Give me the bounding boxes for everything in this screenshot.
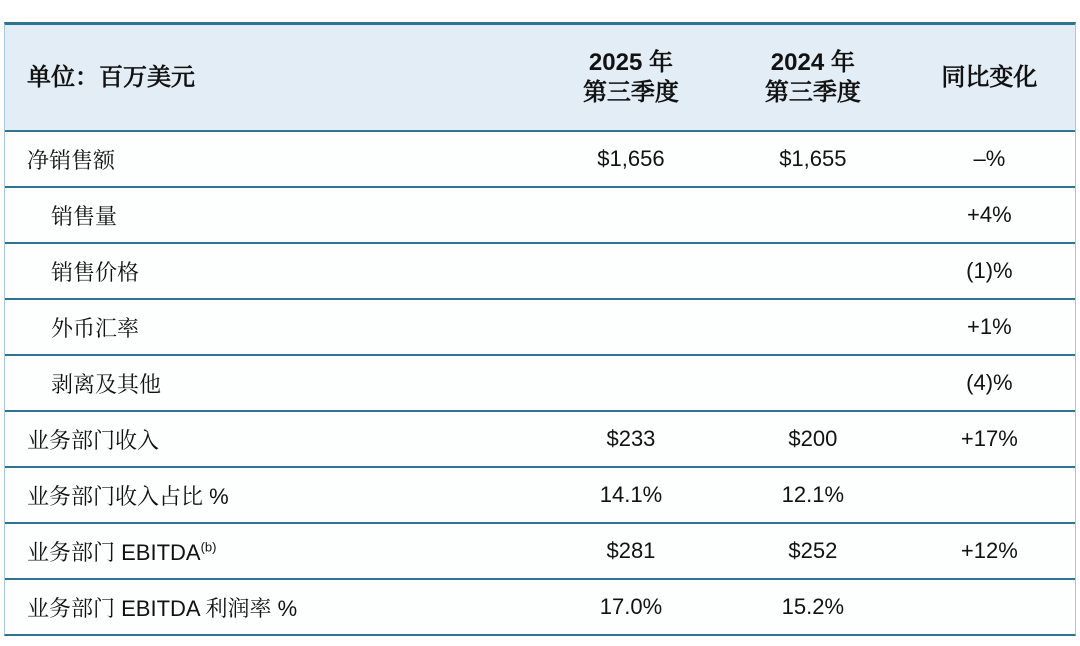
column-header-2024-q3 [722,48,904,108]
value-2025-q3: $233 [606,426,656,451]
column-header-2025-line1: 2025 年 [588,48,673,76]
value-yoy-change: +17% [960,426,1018,451]
table-body [5,130,1075,634]
row-label: 业务部门 EBITDA [27,539,201,565]
row-label: 销售量 [51,203,118,229]
row-label: 净销售额 [27,147,116,173]
table-row [5,298,1075,354]
row-label-cell [5,536,540,567]
table-row [5,354,1075,410]
value-2025-q3: 14.1% [599,482,663,507]
value-2025-q3: $1,656 [597,146,665,171]
row-label-cell [5,368,540,399]
value-yoy-change: (1)% [966,258,1013,283]
row-label: 业务部门收入 [27,427,160,453]
row-label: 剥离及其他 [51,371,162,397]
value-2024-q3: $252 [788,538,838,563]
row-label-cell [5,592,540,623]
value-yoy-change: (4)% [966,370,1013,395]
row-label: 销售价格 [51,259,140,285]
table-row [5,578,1075,634]
row-label-cell [5,424,540,455]
value-2025-q3: 17.0% [599,594,663,619]
row-label-superscript: (b) [200,539,217,555]
value-2024-q3: 15.2% [781,594,845,619]
row-label-cell [5,312,540,343]
table-row [5,130,1075,186]
value-yoy-change: +12% [960,538,1018,563]
column-header-2025-q3 [540,48,722,108]
value-yoy-change: +1% [967,314,1012,339]
value-2024-q3: 12.1% [781,482,845,507]
column-header-yoy-change [904,63,1075,93]
column-header-2025-line2: 第三季度 [582,78,679,106]
financial-table [4,22,1076,636]
row-label-cell [5,200,540,231]
row-label-cell [5,144,540,175]
column-header-2024-line1: 2024 年 [770,48,855,76]
table-row [5,466,1075,522]
table-row [5,410,1075,466]
table-row [5,522,1075,578]
table-row [5,242,1075,298]
table-header-row [5,25,1075,130]
column-header-yoy-line1: 同比变化 [941,63,1038,91]
row-label: 业务部门收入占比 % [27,483,229,509]
value-yoy-change: –% [973,146,1006,171]
column-header-2024-line2: 第三季度 [764,78,861,106]
row-label: 业务部门 EBITDA 利润率 % [27,595,298,621]
row-label: 外币汇率 [51,315,140,341]
row-label-cell [5,256,540,287]
value-yoy-change: +4% [967,202,1012,227]
row-label-cell [5,480,540,511]
value-2024-q3: $200 [788,426,838,451]
table-row [5,186,1075,242]
value-2024-q3: $1,655 [779,146,847,171]
unit-label: 单位：百万美元 [27,63,195,91]
value-2025-q3: $281 [606,538,656,563]
